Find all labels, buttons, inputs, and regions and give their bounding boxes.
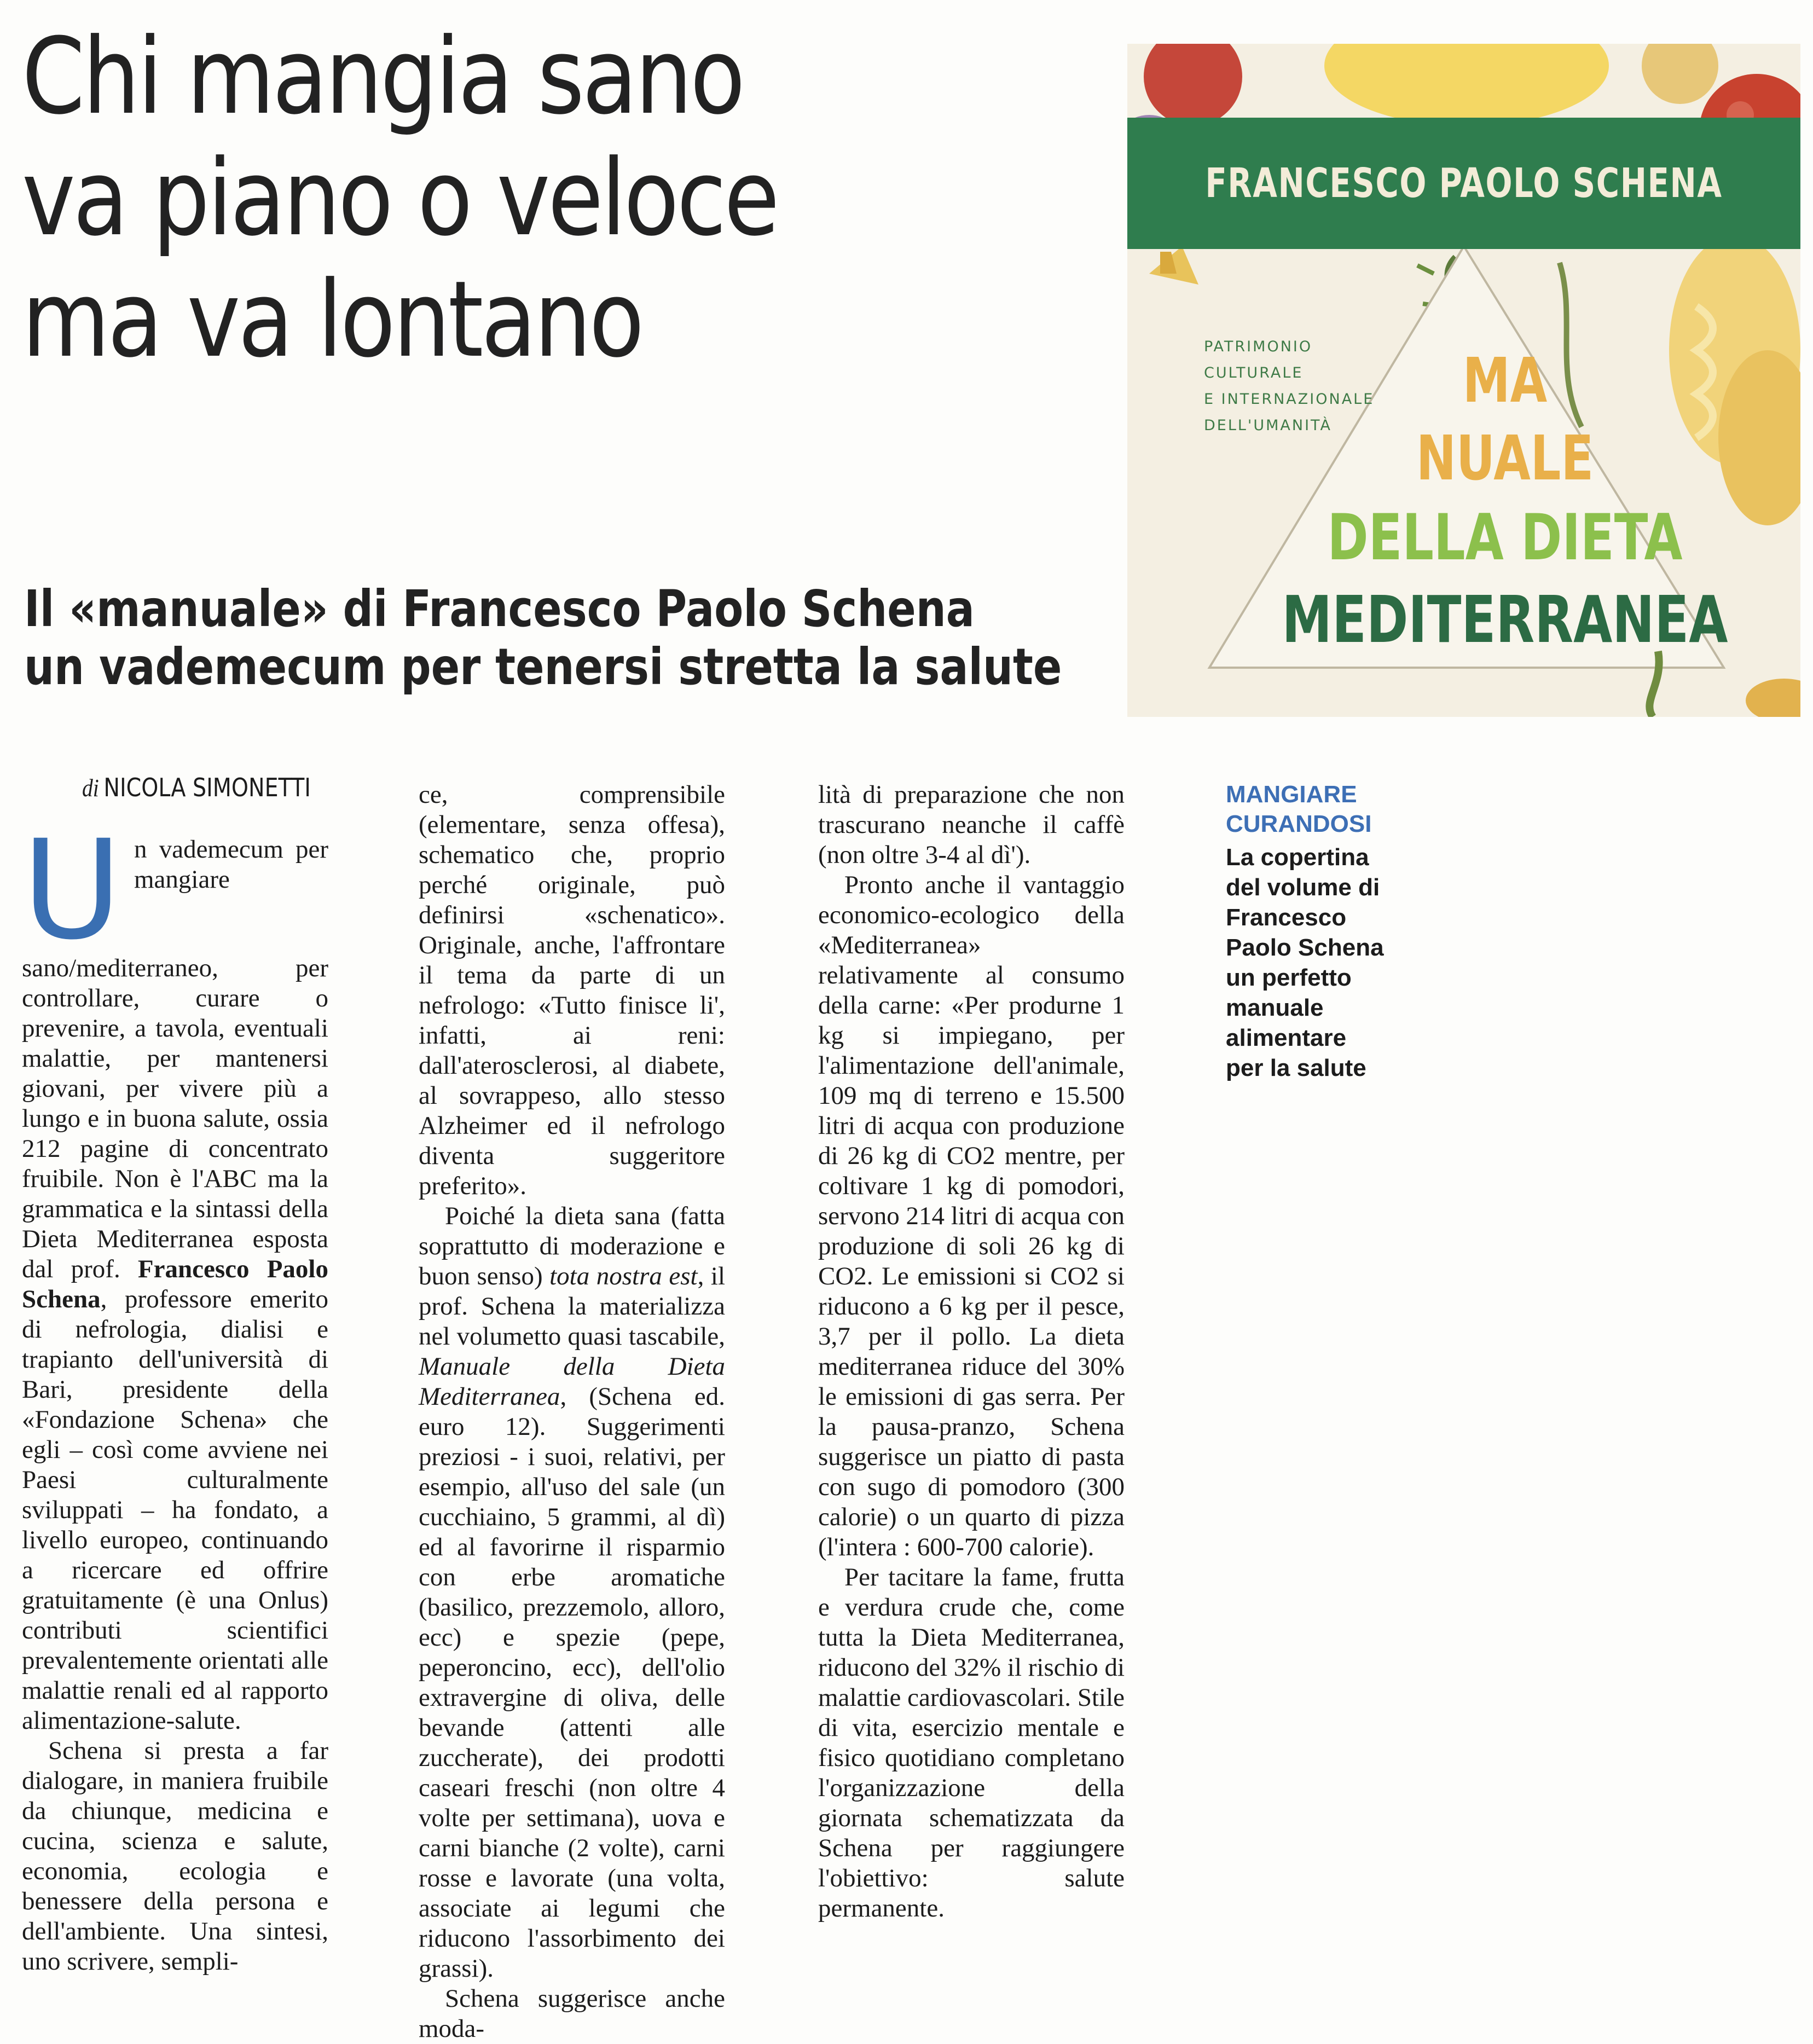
paragraph-text: , professore emerito di nefrologia, dialisi e trapianto dell'università di Bari, presidente della «Fondazione Schena» che egli – così come avviene nei Paesi culturalmente sviluppati – ha fondato, a livello europeo, continuando a ricercare ed offrire gratuitamente (è una Onlus) contributi scientifici prevalentemente orientati alle malattie renali ed al rapporto alimentazione-salute. bbox=[22, 1285, 328, 1735]
subtitle bbox=[24, 580, 1062, 696]
cover-small-line: DELL'UMANITÀ bbox=[1204, 417, 1332, 434]
article-paragraph: ce, comprensibile (elementare, senza offesa), schematico che, proprio perché originale, può definirsi «schenatico». Originale, anche, l'affrontare il tema da parte di un nefrologo: «Tutto finisce li', infatti, ai reni: dall'aterosclerosi, al diabete, al sovrappeso, allo stesso Alzheimer ed il nefrologo diventa suggeritore preferito». bbox=[419, 780, 725, 1200]
article-paragraph bbox=[22, 810, 328, 1736]
article-column-2 bbox=[419, 780, 725, 2044]
headline bbox=[22, 16, 940, 381]
headline-line: va piano o veloce bbox=[22, 137, 778, 259]
byline-prefix: di bbox=[82, 774, 99, 802]
article-paragraph: Pronto anche il vantaggio economico-ecologico della «Mediterranea» relativamente al consumo della carne: «Per produrne 1 kg si impiegano, per l'alimentazione dell'animale, 109 mq di terreno e 15.500 litri di acqua con produzione di 26 kg di CO2 mentre, per coltivare 1 kg di pomodori, servono 214 litri di acqua con produzione di soli 26 kg di CO2. Le emissioni si CO2 si riducono a 6 kg per il pesce, 3,7 per il pollo. La dieta mediterranea riduce del 30% le emissioni di gas serra. Per la pausa-pranzo, Schena suggerisce un piatto di pasta con sugo di pomodoro (300 calorie) o un quarto di pizza (l'intera : 600-700 calorie). bbox=[818, 871, 1125, 1561]
cover-small-line: PATRIMONIO CULTURALE bbox=[1204, 338, 1313, 381]
latin-phrase: tota nostra est bbox=[549, 1262, 698, 1290]
article-paragraph bbox=[419, 1201, 725, 1984]
caption-line: alimentare bbox=[1226, 1024, 1347, 1051]
subtitle-line: Il «manuale» di Francesco Paolo Schena bbox=[24, 580, 975, 638]
caption-kicker bbox=[1226, 780, 1390, 839]
paragraph-text: , (Schena ed. euro 12). Suggerimenti preziosi - i suoi, relativi, per esempio, all'uso del sale (un cucchiaino, 5 grammi, al dì) ed al favorirne il risparmio con erbe aromatiche (basilico, prezzemolo, alloro, ecc) e spezie (pepe, peperoncino, ecc), dell'olio extravergine di oliva, delle bevande (attenti alle zuccherate), dei prodotti caseari freschi (non oltre 4 volte per settimana), uova e carni bianche (2 volte), carni rosse e lavorate (una volta, associate ai legumi che riducono l'assorbimento dei grassi). bbox=[419, 1382, 725, 1983]
article-paragraph: Schena suggerisce anche moda- bbox=[419, 1984, 725, 2043]
image-caption-sidebar bbox=[1226, 780, 1390, 1083]
drop-cap: U bbox=[22, 810, 122, 970]
cover-title bbox=[1209, 342, 1800, 661]
caption-line: La copertina bbox=[1226, 844, 1369, 871]
author-name-bold: Francesco Paolo Schena bbox=[22, 1255, 328, 1313]
article-paragraph: Per tacitare la fame, frutta e verdura crude che, come tutta la Dieta Mediterranea, riducono del 32% il rischio di malattie cardiovascolari. Stile di vita, esercizio mentale e fisico quotidiano completano l'organizzazione della giornata schematizzata da Schena per raggiungere l'obiettivo: salute permanente. bbox=[818, 1563, 1125, 1923]
cover-small-line: E INTERNAZIONALE bbox=[1204, 391, 1375, 408]
headline-line: ma va lontano bbox=[22, 259, 642, 381]
caption-line: Francesco bbox=[1226, 904, 1347, 931]
caption-line: Paolo Schena bbox=[1226, 934, 1384, 961]
caption-line: un perfetto bbox=[1226, 964, 1352, 991]
cover-title-line: DELLA DIETA bbox=[1327, 501, 1683, 575]
article-column-3 bbox=[818, 780, 1125, 1924]
cover-title-line: MA bbox=[1462, 345, 1548, 416]
byline bbox=[82, 773, 311, 802]
caption-line: per la salute bbox=[1226, 1055, 1366, 1081]
cover-author-band bbox=[1127, 118, 1800, 249]
subtitle-line: un vademecum per tenersi stretta la salute bbox=[24, 638, 1062, 696]
cover-title-line: NUALE bbox=[1416, 423, 1594, 494]
cover-author: FRANCESCO PAOLO SCHENA bbox=[1205, 160, 1723, 207]
byline-author: NICOLA SIMONETTI bbox=[103, 773, 311, 802]
article-column-1 bbox=[22, 810, 328, 1977]
article-paragraph: lità di preparazione che non trascurano neanche il caffè (non oltre 3-4 al dì'). bbox=[818, 780, 1125, 869]
caption-line: del volume di bbox=[1226, 874, 1380, 901]
paragraph-text: n vademecum per mangiare sano/mediterraneo, per controllare, curare o prevenire, a tavola, eventuali malattie, per mantenersi giovani, per vivere più a lungo e in buona salute, ossia 212 pagine di concentrato fruibile. Non è l'ABC ma la grammatica e la sintassi della Dieta Mediterranea esposta dal prof. bbox=[22, 835, 328, 1283]
headline-line: Chi mangia sano bbox=[22, 16, 743, 138]
book-title: Manuale della Dieta Mediterranea bbox=[419, 1352, 725, 1411]
cover-title-line: MEDITERRANEA bbox=[1282, 582, 1728, 657]
paragraph-text: Poiché la dieta sana (fatta soprattutto di moderazione e buon senso) bbox=[419, 1202, 725, 1290]
caption-text bbox=[1226, 842, 1390, 1083]
paragraph-text: , il prof. Schena la materializza nel volumetto quasi tascabile, bbox=[419, 1262, 726, 1351]
caption-line: manuale bbox=[1226, 994, 1324, 1021]
book-cover-image bbox=[1127, 44, 1800, 717]
article-paragraph: Schena si presta a far dialogare, in maniera fruibile da chiunque, medicina e cucina, scienza e salute, economia, ecologia e benessere della persona e dell'ambiente. Una sintesi, uno scrivere, sempli- bbox=[22, 1736, 328, 1976]
kicker-line: CURANDOSI bbox=[1226, 810, 1372, 837]
kicker-line: MANGIARE bbox=[1226, 781, 1357, 808]
